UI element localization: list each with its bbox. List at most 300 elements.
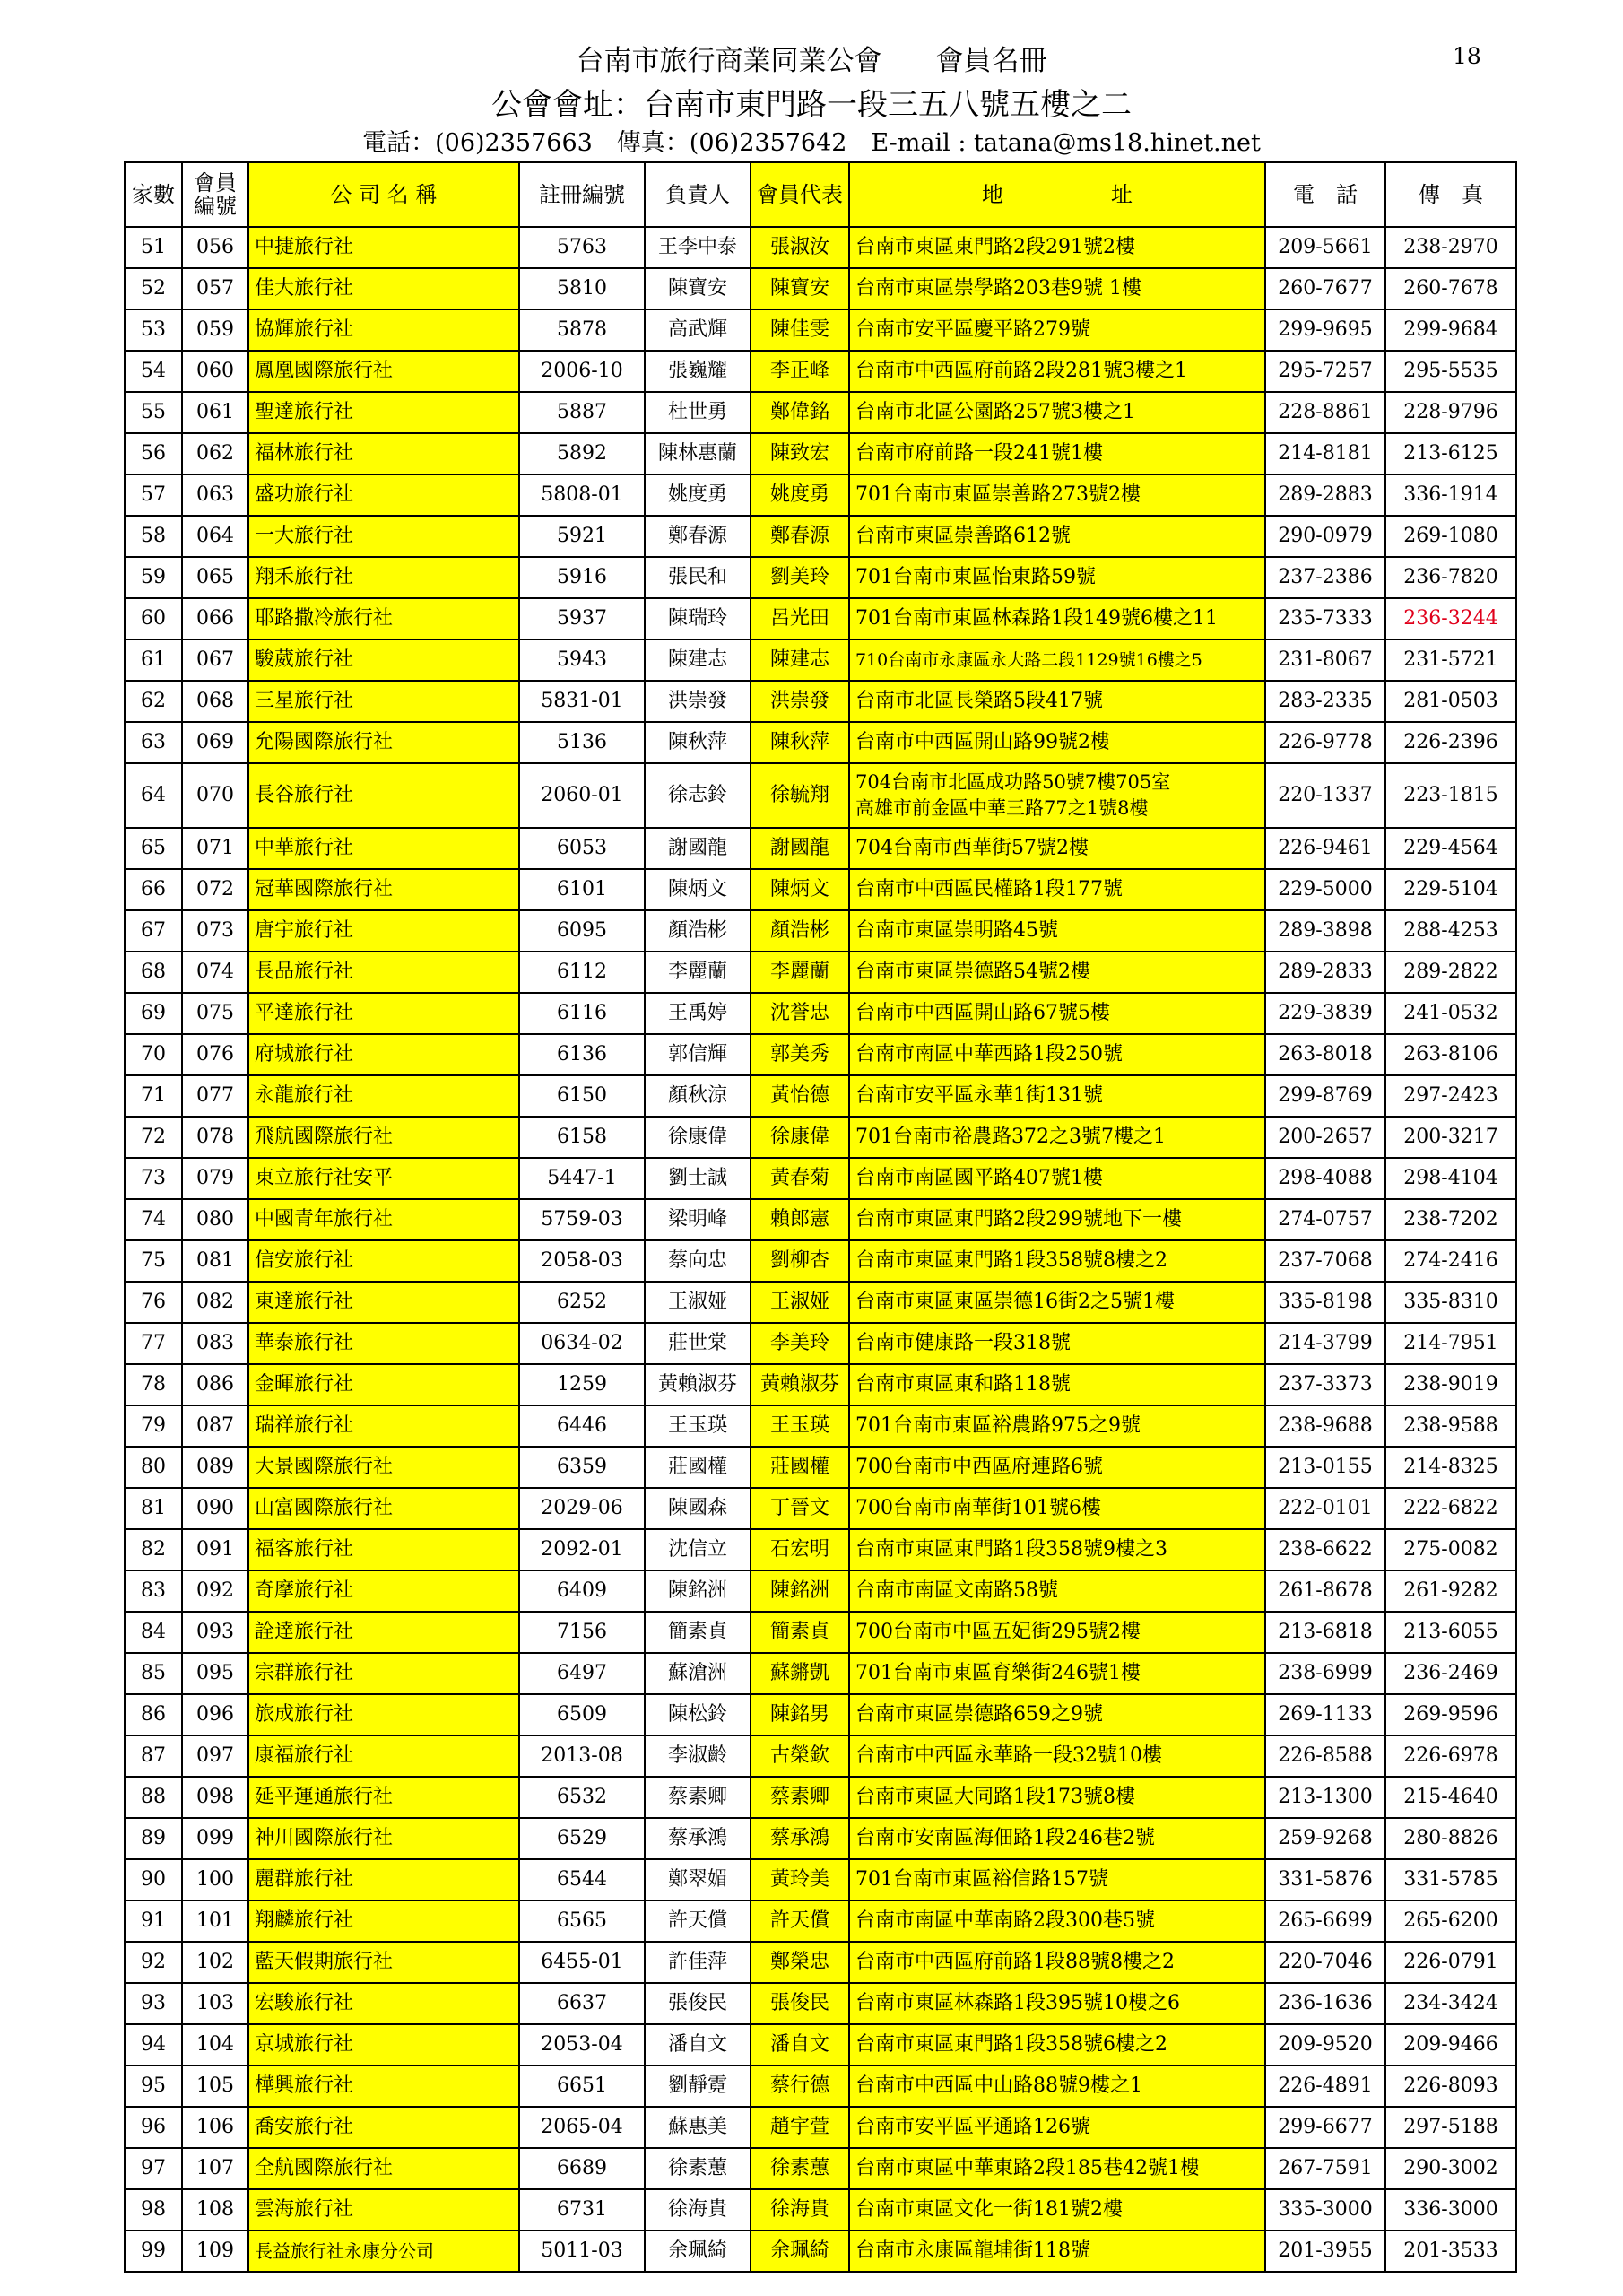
cell-member-rep: 謝國龍 xyxy=(751,828,849,869)
cell-member-id: 081 xyxy=(182,1240,248,1282)
cell-registration-no: 5136 xyxy=(519,722,645,763)
cell-address: 710台南市永康區永大路二段1129號16樓之5 xyxy=(849,639,1265,681)
cell-owner: 梁明峰 xyxy=(645,1199,751,1240)
table-body xyxy=(125,227,1516,2272)
cell-phone: 220-7046 xyxy=(1265,1942,1385,1983)
cell-row-index: 96 xyxy=(125,2107,182,2148)
table-row xyxy=(125,1694,1516,1735)
cell-owner: 姚度勇 xyxy=(645,474,751,516)
cell-address: 台南市南區中華南路2段300巷5號 xyxy=(849,1900,1265,1942)
cell-registration-no: 6637 xyxy=(519,1983,645,2024)
cell-member-rep: 趙宇萱 xyxy=(751,2107,849,2148)
table-row xyxy=(125,869,1516,910)
cell-company-name: 詮達旅行社 xyxy=(248,1612,519,1653)
cell-row-index: 53 xyxy=(125,309,182,351)
cell-member-rep: 王淑娅 xyxy=(751,1282,849,1323)
cell-address: 700台南市南華街101號6樓 xyxy=(849,1488,1265,1529)
cell-registration-no: 5943 xyxy=(519,639,645,681)
cell-member-rep: 洪崇發 xyxy=(751,681,849,722)
cell-address: 台南市東區東門路1段358號8樓之2 xyxy=(849,1240,1265,1282)
table-row xyxy=(125,910,1516,952)
cell-owner: 徐素蕙 xyxy=(645,2148,751,2189)
cell-member-rep: 陳炳文 xyxy=(751,869,849,910)
cell-registration-no: 0634-02 xyxy=(519,1323,645,1364)
cell-company-name: 三星旅行社 xyxy=(248,681,519,722)
cell-registration-no: 2092-01 xyxy=(519,1529,645,1570)
cell-member-rep: 沈誉忠 xyxy=(751,993,849,1034)
cell-member-rep: 潘自文 xyxy=(751,2024,849,2066)
cell-phone: 214-8181 xyxy=(1265,433,1385,474)
cell-address: 701台南市東區裕信路157號 xyxy=(849,1859,1265,1900)
cell-row-index: 64 xyxy=(125,763,182,828)
cell-address: 台南市中西區府前路2段281號3樓之1 xyxy=(849,351,1265,392)
cell-member-rep: 徐素蕙 xyxy=(751,2148,849,2189)
cell-fax: 226-0791 xyxy=(1385,1942,1516,1983)
cell-registration-no: 6532 xyxy=(519,1777,645,1818)
cell-member-id: 109 xyxy=(182,2231,248,2272)
cell-address: 台南市東區崇德路659之9號 xyxy=(849,1694,1265,1735)
cell-member-rep: 鄭偉銘 xyxy=(751,392,849,433)
cell-company-name: 鳳凰國際旅行社 xyxy=(248,351,519,392)
cell-fax: 299-9684 xyxy=(1385,309,1516,351)
table-row xyxy=(125,1488,1516,1529)
cell-member-rep: 劉柳杏 xyxy=(751,1240,849,1282)
table-row xyxy=(125,1199,1516,1240)
cell-member-id: 100 xyxy=(182,1859,248,1900)
table-row xyxy=(125,1777,1516,1818)
cell-member-rep: 黃玲美 xyxy=(751,1859,849,1900)
cell-address: 台南市安平區平通路126號 xyxy=(849,2107,1265,2148)
cell-member-id: 066 xyxy=(182,598,248,639)
table-row xyxy=(125,227,1516,268)
cell-fax: 209-9466 xyxy=(1385,2024,1516,2066)
cell-fax: 226-2396 xyxy=(1385,722,1516,763)
column-header-member-id: 會員 編號 xyxy=(182,162,248,227)
cell-phone: 237-2386 xyxy=(1265,557,1385,598)
cell-member-id: 090 xyxy=(182,1488,248,1529)
cell-owner: 蘇惠美 xyxy=(645,2107,751,2148)
cell-phone: 213-6818 xyxy=(1265,1612,1385,1653)
cell-fax: 297-5188 xyxy=(1385,2107,1516,2148)
cell-row-index: 52 xyxy=(125,268,182,309)
cell-company-name: 奇摩旅行社 xyxy=(248,1570,519,1612)
cell-member-rep: 莊國權 xyxy=(751,1447,849,1488)
cell-fax: 263-8106 xyxy=(1385,1034,1516,1075)
cell-member-id: 092 xyxy=(182,1570,248,1612)
association-contact: 電話：(06)2357663 傳真：(06)2357642 E-mail : tatana@ms18.hinet.net xyxy=(362,129,1261,157)
column-header-row-index: 家數 xyxy=(125,162,182,227)
cell-owner: 劉靜霓 xyxy=(645,2066,751,2107)
cell-address: 台南市東區崇明路45號 xyxy=(849,910,1265,952)
cell-company-name: 全航國際旅行社 xyxy=(248,2148,519,2189)
table-row xyxy=(125,1942,1516,1983)
table-row xyxy=(125,1529,1516,1570)
cell-row-index: 75 xyxy=(125,1240,182,1282)
cell-member-id: 087 xyxy=(182,1405,248,1447)
cell-fax: 231-5721 xyxy=(1385,639,1516,681)
cell-company-name: 府城旅行社 xyxy=(248,1034,519,1075)
cell-owner: 顏秋涼 xyxy=(645,1075,751,1117)
cell-registration-no: 7156 xyxy=(519,1612,645,1653)
column-header-fax: 傳 真 xyxy=(1385,162,1516,227)
column-header-member-rep: 會員代表 xyxy=(751,162,849,227)
table-row xyxy=(125,2024,1516,2066)
cell-member-rep: 郭美秀 xyxy=(751,1034,849,1075)
table-row xyxy=(125,392,1516,433)
cell-owner: 莊世棠 xyxy=(645,1323,751,1364)
cell-row-index: 66 xyxy=(125,869,182,910)
column-header-phone: 電 話 xyxy=(1265,162,1385,227)
table-row xyxy=(125,598,1516,639)
cell-owner: 陳寶安 xyxy=(645,268,751,309)
cell-member-rep: 顏浩彬 xyxy=(751,910,849,952)
cell-phone: 226-4891 xyxy=(1265,2066,1385,2107)
cell-owner: 張巍耀 xyxy=(645,351,751,392)
cell-row-index: 61 xyxy=(125,639,182,681)
cell-phone: 289-2833 xyxy=(1265,952,1385,993)
cell-company-name: 福林旅行社 xyxy=(248,433,519,474)
cell-member-rep: 王玉瑛 xyxy=(751,1405,849,1447)
cell-owner: 郭信輝 xyxy=(645,1034,751,1075)
cell-registration-no: 6509 xyxy=(519,1694,645,1735)
cell-phone: 214-3799 xyxy=(1265,1323,1385,1364)
cell-row-index: 93 xyxy=(125,1983,182,2024)
cell-row-index: 65 xyxy=(125,828,182,869)
member-roster-table xyxy=(124,161,1517,2273)
cell-fax: 223-1815 xyxy=(1385,763,1516,828)
cell-member-id: 068 xyxy=(182,681,248,722)
cell-registration-no: 6101 xyxy=(519,869,645,910)
cell-fax: 289-2822 xyxy=(1385,952,1516,993)
cell-row-index: 76 xyxy=(125,1282,182,1323)
table-row xyxy=(125,1612,1516,1653)
cell-phone: 229-5000 xyxy=(1265,869,1385,910)
table-row xyxy=(125,474,1516,516)
cell-owner: 陳瑞玲 xyxy=(645,598,751,639)
cell-member-id: 103 xyxy=(182,1983,248,2024)
cell-row-index: 57 xyxy=(125,474,182,516)
cell-row-index: 56 xyxy=(125,433,182,474)
cell-registration-no: 5831-01 xyxy=(519,681,645,722)
cell-registration-no: 6112 xyxy=(519,952,645,993)
cell-row-index: 80 xyxy=(125,1447,182,1488)
cell-member-id: 073 xyxy=(182,910,248,952)
cell-company-name: 冠華國際旅行社 xyxy=(248,869,519,910)
table-row xyxy=(125,516,1516,557)
cell-address: 台南市永康區龍埔街118號 xyxy=(849,2231,1265,2272)
cell-member-rep: 鄭春源 xyxy=(751,516,849,557)
cell-phone: 299-6677 xyxy=(1265,2107,1385,2148)
cell-fax: 260-7678 xyxy=(1385,268,1516,309)
cell-address: 台南市中西區中山路88號9樓之1 xyxy=(849,2066,1265,2107)
cell-address: 台南市府前路一段241號1樓 xyxy=(849,433,1265,474)
cell-row-index: 63 xyxy=(125,722,182,763)
cell-member-id: 096 xyxy=(182,1694,248,1735)
cell-fax: 336-1914 xyxy=(1385,474,1516,516)
cell-member-id: 106 xyxy=(182,2107,248,2148)
cell-fax: 238-7202 xyxy=(1385,1199,1516,1240)
cell-address: 台南市東區崇學路203巷9號 1樓 xyxy=(849,268,1265,309)
cell-owner: 杜世勇 xyxy=(645,392,751,433)
cell-owner: 李麗蘭 xyxy=(645,952,751,993)
cell-registration-no: 5937 xyxy=(519,598,645,639)
cell-owner: 顏浩彬 xyxy=(645,910,751,952)
cell-phone: 226-9778 xyxy=(1265,722,1385,763)
cell-phone: 283-2335 xyxy=(1265,681,1385,722)
cell-address: 台南市安平區慶平路279號 xyxy=(849,309,1265,351)
cell-row-index: 91 xyxy=(125,1900,182,1942)
cell-phone: 220-1337 xyxy=(1265,763,1385,828)
cell-owner: 李淑齡 xyxy=(645,1735,751,1777)
column-header-address: 地 址 xyxy=(849,162,1265,227)
page-title-line xyxy=(0,41,1623,81)
cell-member-rep: 余珮綺 xyxy=(751,2231,849,2272)
cell-company-name: 旅成旅行社 xyxy=(248,1694,519,1735)
cell-company-name: 長品旅行社 xyxy=(248,952,519,993)
cell-member-rep: 陳致宏 xyxy=(751,433,849,474)
table-row xyxy=(125,639,1516,681)
cell-row-index: 72 xyxy=(125,1117,182,1158)
cell-address: 701台南市東區怡東路59號 xyxy=(849,557,1265,598)
cell-phone: 261-8678 xyxy=(1265,1570,1385,1612)
cell-company-name: 東立旅行社安平 xyxy=(248,1158,519,1199)
cell-company-name: 唐宇旅行社 xyxy=(248,910,519,952)
cell-member-rep: 蔡素卿 xyxy=(751,1777,849,1818)
cell-member-id: 093 xyxy=(182,1612,248,1653)
cell-fax: 295-5535 xyxy=(1385,351,1516,392)
cell-row-index: 60 xyxy=(125,598,182,639)
table-row xyxy=(125,1900,1516,1942)
cell-row-index: 51 xyxy=(125,227,182,268)
cell-fax: 269-1080 xyxy=(1385,516,1516,557)
cell-fax: 213-6125 xyxy=(1385,433,1516,474)
cell-phone: 260-7677 xyxy=(1265,268,1385,309)
cell-address: 701台南市東區育樂街246號1樓 xyxy=(849,1653,1265,1694)
table-row xyxy=(125,2107,1516,2148)
cell-member-id: 062 xyxy=(182,433,248,474)
cell-registration-no: 6252 xyxy=(519,1282,645,1323)
cell-fax: 234-3424 xyxy=(1385,1983,1516,2024)
cell-member-rep: 徐毓翔 xyxy=(751,763,849,828)
cell-phone: 226-9461 xyxy=(1265,828,1385,869)
cell-fax: 238-9019 xyxy=(1385,1364,1516,1405)
cell-address: 台南市中西區府前路1段88號8樓之2 xyxy=(849,1942,1265,1983)
cell-company-name: 永龍旅行社 xyxy=(248,1075,519,1117)
cell-row-index: 78 xyxy=(125,1364,182,1405)
cell-member-rep: 陳寶安 xyxy=(751,268,849,309)
cell-registration-no: 5447-1 xyxy=(519,1158,645,1199)
cell-registration-no: 2058-03 xyxy=(519,1240,645,1282)
cell-registration-no: 6150 xyxy=(519,1075,645,1117)
cell-address: 700台南市中西區府連路6號 xyxy=(849,1447,1265,1488)
cell-address: 701台南市裕農路372之3號7樓之1 xyxy=(849,1117,1265,1158)
cell-owner: 張民和 xyxy=(645,557,751,598)
table-row xyxy=(125,309,1516,351)
cell-company-name: 宗群旅行社 xyxy=(248,1653,519,1694)
cell-fax: 238-2970 xyxy=(1385,227,1516,268)
cell-fax: 214-8325 xyxy=(1385,1447,1516,1488)
cell-member-id: 077 xyxy=(182,1075,248,1117)
cell-phone: 265-6699 xyxy=(1265,1900,1385,1942)
cell-company-name: 喬安旅行社 xyxy=(248,2107,519,2148)
cell-fax: 281-0503 xyxy=(1385,681,1516,722)
cell-registration-no: 5887 xyxy=(519,392,645,433)
cell-member-rep: 姚度勇 xyxy=(751,474,849,516)
cell-row-index: 59 xyxy=(125,557,182,598)
cell-registration-no: 2029-06 xyxy=(519,1488,645,1529)
table-row xyxy=(125,828,1516,869)
cell-phone: 222-0101 xyxy=(1265,1488,1385,1529)
table-row xyxy=(125,1570,1516,1612)
cell-fax: 200-3217 xyxy=(1385,1117,1516,1158)
cell-registration-no: 6689 xyxy=(519,2148,645,2189)
cell-fax: 298-4104 xyxy=(1385,1158,1516,1199)
column-header-company-name: 公 司 名 稱 xyxy=(248,162,519,227)
cell-member-id: 057 xyxy=(182,268,248,309)
cell-company-name: 東達旅行社 xyxy=(248,1282,519,1323)
cell-address: 台南市北區長榮路5段417號 xyxy=(849,681,1265,722)
cell-member-id: 107 xyxy=(182,2148,248,2189)
cell-owner: 王淑娅 xyxy=(645,1282,751,1323)
table-row xyxy=(125,1983,1516,2024)
association-address: 公會會址：台南市東門路一段三五八號五樓之二 xyxy=(491,87,1132,123)
cell-owner: 謝國龍 xyxy=(645,828,751,869)
cell-member-rep: 鄭榮忠 xyxy=(751,1942,849,1983)
table-row xyxy=(125,1117,1516,1158)
cell-owner: 王玉瑛 xyxy=(645,1405,751,1447)
cell-fax: 274-2416 xyxy=(1385,1240,1516,1282)
cell-owner: 蔡素卿 xyxy=(645,1777,751,1818)
table-row xyxy=(125,722,1516,763)
cell-row-index: 82 xyxy=(125,1529,182,1570)
cell-address: 台南市健康路一段318號 xyxy=(849,1323,1265,1364)
cell-member-rep: 蘇鏘凱 xyxy=(751,1653,849,1694)
cell-registration-no: 6359 xyxy=(519,1447,645,1488)
table-row xyxy=(125,1447,1516,1488)
cell-company-name: 駿葳旅行社 xyxy=(248,639,519,681)
cell-member-id: 056 xyxy=(182,227,248,268)
cell-company-name: 康福旅行社 xyxy=(248,1735,519,1777)
cell-registration-no: 6095 xyxy=(519,910,645,952)
cell-fax: 288-4253 xyxy=(1385,910,1516,952)
cell-company-name: 協輝旅行社 xyxy=(248,309,519,351)
cell-row-index: 85 xyxy=(125,1653,182,1694)
cell-owner: 洪崇發 xyxy=(645,681,751,722)
cell-phone: 295-7257 xyxy=(1265,351,1385,392)
cell-row-index: 83 xyxy=(125,1570,182,1612)
cell-member-rep: 簡素貞 xyxy=(751,1612,849,1653)
table-row xyxy=(125,763,1516,828)
cell-row-index: 79 xyxy=(125,1405,182,1447)
cell-member-rep: 陳秋萍 xyxy=(751,722,849,763)
cell-registration-no: 5808-01 xyxy=(519,474,645,516)
cell-member-rep: 陳佳雯 xyxy=(751,309,849,351)
table-row xyxy=(125,351,1516,392)
cell-address: 台南市南區中華西路1段250號 xyxy=(849,1034,1265,1075)
table-row xyxy=(125,2066,1516,2107)
cell-member-id: 078 xyxy=(182,1117,248,1158)
cell-address: 台南市中西區民權路1段177號 xyxy=(849,869,1265,910)
cell-phone: 213-0155 xyxy=(1265,1447,1385,1488)
cell-row-index: 98 xyxy=(125,2189,182,2231)
cell-registration-no: 5810 xyxy=(519,268,645,309)
cell-row-index: 67 xyxy=(125,910,182,952)
cell-member-id: 067 xyxy=(182,639,248,681)
cell-row-index: 87 xyxy=(125,1735,182,1777)
cell-address: 台南市南區文南路58號 xyxy=(849,1570,1265,1612)
cell-fax: 226-8093 xyxy=(1385,2066,1516,2107)
cell-row-index: 71 xyxy=(125,1075,182,1117)
table-row xyxy=(125,2148,1516,2189)
cell-phone: 263-8018 xyxy=(1265,1034,1385,1075)
cell-owner: 徐志鈴 xyxy=(645,763,751,828)
cell-member-rep: 陳建志 xyxy=(751,639,849,681)
table-row xyxy=(125,1653,1516,1694)
cell-owner: 劉士誠 xyxy=(645,1158,751,1199)
cell-row-index: 58 xyxy=(125,516,182,557)
cell-row-index: 90 xyxy=(125,1859,182,1900)
cell-member-rep: 丁晉文 xyxy=(751,1488,849,1529)
cell-row-index: 97 xyxy=(125,2148,182,2189)
cell-company-name: 允陽國際旅行社 xyxy=(248,722,519,763)
cell-row-index: 62 xyxy=(125,681,182,722)
cell-row-index: 99 xyxy=(125,2231,182,2272)
cell-member-rep: 劉美玲 xyxy=(751,557,849,598)
cell-owner: 高武輝 xyxy=(645,309,751,351)
cell-row-index: 74 xyxy=(125,1199,182,1240)
cell-owner: 王李中泰 xyxy=(645,227,751,268)
cell-member-id: 108 xyxy=(182,2189,248,2231)
cell-member-id: 069 xyxy=(182,722,248,763)
cell-registration-no: 6529 xyxy=(519,1818,645,1859)
table-row xyxy=(125,681,1516,722)
cell-owner: 陳林惠蘭 xyxy=(645,433,751,474)
cell-address: 台南市東區中華東路2段185巷42號1樓 xyxy=(849,2148,1265,2189)
cell-registration-no: 6651 xyxy=(519,2066,645,2107)
cell-fax: 229-4564 xyxy=(1385,828,1516,869)
cell-address: 701台南市東區崇善路273號2樓 xyxy=(849,474,1265,516)
cell-owner: 黃賴淑芬 xyxy=(645,1364,751,1405)
cell-member-id: 095 xyxy=(182,1653,248,1694)
cell-owner: 蔡承鴻 xyxy=(645,1818,751,1859)
cell-registration-no: 2013-08 xyxy=(519,1735,645,1777)
cell-member-rep: 許天償 xyxy=(751,1900,849,1942)
cell-phone: 237-3373 xyxy=(1265,1364,1385,1405)
cell-owner: 張俊民 xyxy=(645,1983,751,2024)
cell-address: 台南市東區東門路2段291號2樓 xyxy=(849,227,1265,268)
column-header-registration-no: 註冊編號 xyxy=(519,162,645,227)
table-row xyxy=(125,2231,1516,2272)
cell-owner: 蘇滄洲 xyxy=(645,1653,751,1694)
cell-company-name: 飛航國際旅行社 xyxy=(248,1117,519,1158)
table-header-row xyxy=(125,162,1516,227)
cell-registration-no: 6565 xyxy=(519,1900,645,1942)
cell-member-id: 091 xyxy=(182,1529,248,1570)
table-row xyxy=(125,268,1516,309)
cell-owner: 蔡向忠 xyxy=(645,1240,751,1282)
cell-member-id: 102 xyxy=(182,1942,248,1983)
cell-owner: 鄭翠媚 xyxy=(645,1859,751,1900)
cell-registration-no: 6158 xyxy=(519,1117,645,1158)
cell-row-index: 54 xyxy=(125,351,182,392)
cell-member-id: 063 xyxy=(182,474,248,516)
cell-fax: 297-2423 xyxy=(1385,1075,1516,1117)
cell-registration-no: 2060-01 xyxy=(519,763,645,828)
cell-phone: 228-8861 xyxy=(1265,392,1385,433)
cell-row-index: 86 xyxy=(125,1694,182,1735)
cell-address: 台南市安南區海佃路1段246巷2號 xyxy=(849,1818,1265,1859)
cell-company-name: 延平運通旅行社 xyxy=(248,1777,519,1818)
